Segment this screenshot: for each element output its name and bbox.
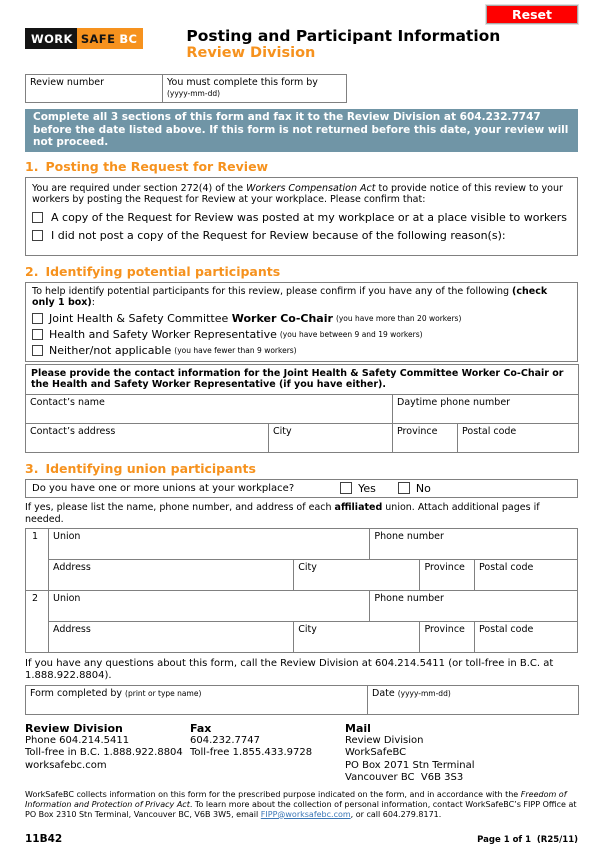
union-2-city-field[interactable] bbox=[293, 622, 419, 652]
footer-fax-tollfree: Toll-free 1.855.433.9728 bbox=[190, 747, 313, 758]
privacy-act-name: Freedom of Information and Protection of Privacy Act bbox=[25, 789, 567, 809]
union-no-checkbox[interactable] bbox=[398, 482, 410, 494]
questions-contact-line: If you have any questions about this form, call the Review Division at 604.214.5411 (or toll-free in B.C. at 1.888.922.8804). bbox=[25, 657, 554, 681]
completed-date-label: Date bbox=[372, 687, 398, 699]
representative-checkbox[interactable] bbox=[32, 329, 43, 340]
representative-option-row bbox=[32, 328, 571, 341]
union-2-number: 2 bbox=[26, 591, 49, 652]
neither-checkbox[interactable] bbox=[32, 345, 43, 356]
representative-label: Health and Safety Worker Representative bbox=[49, 327, 277, 341]
section2-number: 2. bbox=[25, 263, 39, 279]
not-posted-label: I did not post a copy of the Request for Review because of the following reason(s): bbox=[51, 228, 506, 242]
footer-mail-line2: WorkSafeBC bbox=[345, 747, 407, 758]
footer-fax bbox=[190, 722, 345, 785]
form-header bbox=[25, 28, 578, 62]
contact-postal-field[interactable] bbox=[458, 423, 579, 452]
posted-checkbox[interactable] bbox=[32, 212, 43, 223]
section2-heading bbox=[25, 264, 578, 279]
footer-phone: Phone 604.214.5411 bbox=[25, 734, 130, 746]
form-code: 11B42 bbox=[25, 832, 63, 845]
footer-fax-title: Fax bbox=[190, 721, 212, 735]
completed-by-table bbox=[25, 685, 579, 715]
contact-name-label: Contact’s name bbox=[30, 396, 105, 408]
union-2-address-label: Address bbox=[53, 623, 91, 635]
privacy-text-2: . To learn more about the collection of personal information, contact WorkSafeBC’s FIPP Office at PO Box 2310 Stn Terminal, Vancouver BC, V6B 3W5, email bbox=[25, 799, 577, 819]
contact-address-field[interactable] bbox=[26, 423, 269, 452]
union-no-label: No bbox=[415, 481, 431, 495]
union-yes-label: Yes bbox=[358, 481, 376, 495]
section2-intro-pre: To help identify potential participants for this review, please confirm if you have any of the following bbox=[32, 285, 513, 297]
page-bottom-row bbox=[25, 833, 578, 845]
union-2-city-label: City bbox=[298, 623, 317, 635]
union-1-postal-field[interactable] bbox=[474, 560, 577, 590]
completed-by-label: Form completed by bbox=[30, 687, 126, 699]
section2-box bbox=[25, 282, 578, 362]
footer-website: worksafebc.com bbox=[25, 759, 107, 771]
union-2-province-field[interactable] bbox=[419, 622, 474, 652]
contact-province-label: Province bbox=[397, 425, 438, 437]
union-1-postal-label: Postal code bbox=[479, 561, 534, 573]
cochair-label: Joint Health & Safety Committee Worker Co-Chair bbox=[49, 311, 333, 325]
union-2-name-field[interactable] bbox=[49, 591, 369, 621]
union-yes-checkbox[interactable] bbox=[340, 482, 352, 494]
footer-mail-title: Mail bbox=[345, 721, 371, 735]
page-subtitle: Review Division bbox=[186, 45, 316, 61]
section3-heading bbox=[25, 461, 578, 476]
posted-label: A copy of the Request for Review was posted at my workplace or at a place visible to workers bbox=[51, 210, 568, 224]
cochair-option-row bbox=[32, 312, 571, 325]
complete-by-label: You must complete this form by bbox=[167, 77, 318, 88]
union-1-province-label: Province bbox=[424, 561, 465, 573]
union-1-province-field[interactable] bbox=[419, 560, 474, 590]
logo-bc-text: BC bbox=[119, 31, 138, 46]
union-2-name-label: Union bbox=[53, 592, 81, 604]
section1-box bbox=[25, 177, 578, 256]
title-block bbox=[186, 28, 500, 62]
footer-tollfree: Toll-free in B.C. 1.888.922.8804 bbox=[25, 747, 183, 758]
contact-city-field[interactable] bbox=[269, 423, 393, 452]
union-entry-2 bbox=[26, 590, 577, 652]
union-1-city-field[interactable] bbox=[293, 560, 419, 590]
contact-phone-field[interactable] bbox=[393, 394, 579, 423]
neither-note: (you have fewer than 9 workers) bbox=[174, 345, 297, 355]
footer-review-division bbox=[25, 722, 190, 785]
footer-mail-line3: PO Box 2071 Stn Terminal bbox=[345, 759, 475, 771]
worksafebc-logo bbox=[25, 28, 143, 49]
logo-safebc-block bbox=[77, 28, 144, 49]
privacy-text-3: , or call 604.279.8171. bbox=[350, 809, 442, 819]
union-1-address-label: Address bbox=[53, 561, 91, 573]
footer-mail-line4: Vancouver BC V6B 3S3 bbox=[345, 772, 464, 783]
reset-button[interactable]: Reset bbox=[486, 5, 578, 24]
union-1-phone-field[interactable] bbox=[369, 529, 577, 559]
logo-safe-text: SAFE bbox=[80, 31, 116, 46]
union-1-number: 1 bbox=[26, 529, 49, 590]
contact-name-field[interactable] bbox=[26, 394, 393, 423]
review-number-label: Review number bbox=[30, 77, 104, 88]
union-2-phone-field[interactable] bbox=[369, 591, 577, 621]
page-title: Posting and Participant Information bbox=[186, 27, 501, 45]
union-instruction bbox=[25, 502, 578, 526]
instruction-banner: Complete all 3 sections of this form and fax it to the Review Division at 604.232.7747 before the date listed above. If this form is not returned before this date, your review will not proceed. bbox=[25, 109, 578, 152]
section1-heading bbox=[25, 159, 578, 174]
union-2-postal-label: Postal code bbox=[479, 623, 534, 635]
section2-intro-bold: (check only 1 box) bbox=[32, 285, 548, 308]
union-yes-group bbox=[340, 482, 376, 495]
union-2-postal-field[interactable] bbox=[474, 622, 577, 652]
section1-intro-act: Workers Compensation Act bbox=[246, 182, 376, 194]
union-instruction-bold: affiliated bbox=[334, 501, 383, 513]
not-posted-option-row bbox=[32, 229, 571, 243]
complete-by-format: (yyyy-mm-dd) bbox=[167, 89, 221, 98]
union-entry-1 bbox=[26, 529, 577, 590]
contact-footer bbox=[25, 722, 578, 785]
neither-label: Neither/not applicable bbox=[49, 343, 172, 357]
completed-by-note: (print or type name) bbox=[125, 688, 202, 698]
contact-address-label: Contact’s address bbox=[30, 425, 116, 437]
union-1-city-label: City bbox=[298, 561, 317, 573]
neither-option-row bbox=[32, 344, 571, 357]
union-2-phone-label: Phone number bbox=[374, 592, 444, 604]
footer-mail bbox=[345, 722, 578, 785]
section1-title: Posting the Request for Review bbox=[45, 158, 269, 174]
review-number-box bbox=[25, 74, 347, 103]
page-info: Page 1 of 1 (R25/11) bbox=[477, 834, 578, 845]
complete-by-field[interactable] bbox=[163, 75, 346, 102]
union-no-group bbox=[398, 482, 431, 495]
union-1-name-label: Union bbox=[53, 530, 81, 542]
not-posted-checkbox[interactable] bbox=[32, 230, 43, 241]
section3-number: 3. bbox=[25, 460, 39, 476]
fipp-email-link[interactable]: FIPP@worksafebc.com bbox=[260, 809, 351, 819]
union-1-phone-label: Phone number bbox=[374, 530, 444, 542]
section1-intro-pre: You are required under section 272(4) of the bbox=[32, 182, 247, 194]
completed-date-field[interactable] bbox=[368, 685, 579, 714]
union-2-address-field[interactable] bbox=[49, 622, 293, 652]
cochair-checkbox[interactable] bbox=[32, 313, 43, 324]
union-instruction-pre: If yes, please list the name, phone number, and address of each bbox=[25, 501, 335, 513]
union-instruction-post: union. Attach additional pages if needed. bbox=[25, 501, 540, 525]
union-1-name-field[interactable] bbox=[49, 529, 369, 559]
section3-title: Identifying union participants bbox=[45, 460, 256, 476]
section1-intro-post: to provide notice of this review to your workers by posting the Request for Review at your workplace. Please confirm that: bbox=[32, 182, 563, 205]
representative-note: (you have between 9 and 19 workers) bbox=[279, 329, 423, 339]
union-2-province-label: Province bbox=[424, 623, 465, 635]
contact-instruction: Please provide the contact information for the Joint Health & Safety Committee Worker Co-Chair or the Health and Safety Worker Representative (if you have either). bbox=[26, 364, 579, 394]
union-question-label: Do you have one or more unions at your workplace? bbox=[32, 482, 295, 494]
union-table bbox=[25, 528, 578, 653]
contact-postal-label: Postal code bbox=[462, 425, 517, 437]
cochair-note: (you have more than 20 workers) bbox=[335, 313, 462, 323]
completed-date-note: (yyyy-mm-dd) bbox=[397, 688, 451, 698]
footer-fax-number: 604.232.7747 bbox=[190, 734, 260, 746]
footer-mail-line1: Review Division bbox=[345, 734, 424, 746]
section1-number: 1. bbox=[25, 158, 39, 174]
contact-city-label: City bbox=[273, 425, 292, 437]
section2-intro bbox=[32, 286, 571, 309]
logo-work-text: WORK bbox=[25, 28, 77, 49]
review-number-field[interactable] bbox=[26, 75, 163, 102]
union-1-address-field[interactable] bbox=[49, 560, 293, 590]
union-question-box bbox=[25, 479, 578, 498]
contact-province-field[interactable] bbox=[393, 423, 458, 452]
completed-by-field[interactable] bbox=[26, 685, 368, 714]
posted-option-row bbox=[32, 211, 571, 225]
section2-title: Identifying potential participants bbox=[45, 263, 281, 279]
contact-info-table bbox=[25, 364, 579, 453]
section2-intro-post: : bbox=[91, 297, 95, 308]
privacy-notice bbox=[25, 790, 578, 820]
footer-review-division-title: Review Division bbox=[25, 721, 123, 735]
contact-phone-label: Daytime phone number bbox=[397, 396, 511, 408]
privacy-text-1: WorkSafeBC collects information on this form for the prescribed purpose indicated on the form, and in accordance with the bbox=[25, 789, 521, 799]
section1-intro bbox=[32, 183, 571, 206]
